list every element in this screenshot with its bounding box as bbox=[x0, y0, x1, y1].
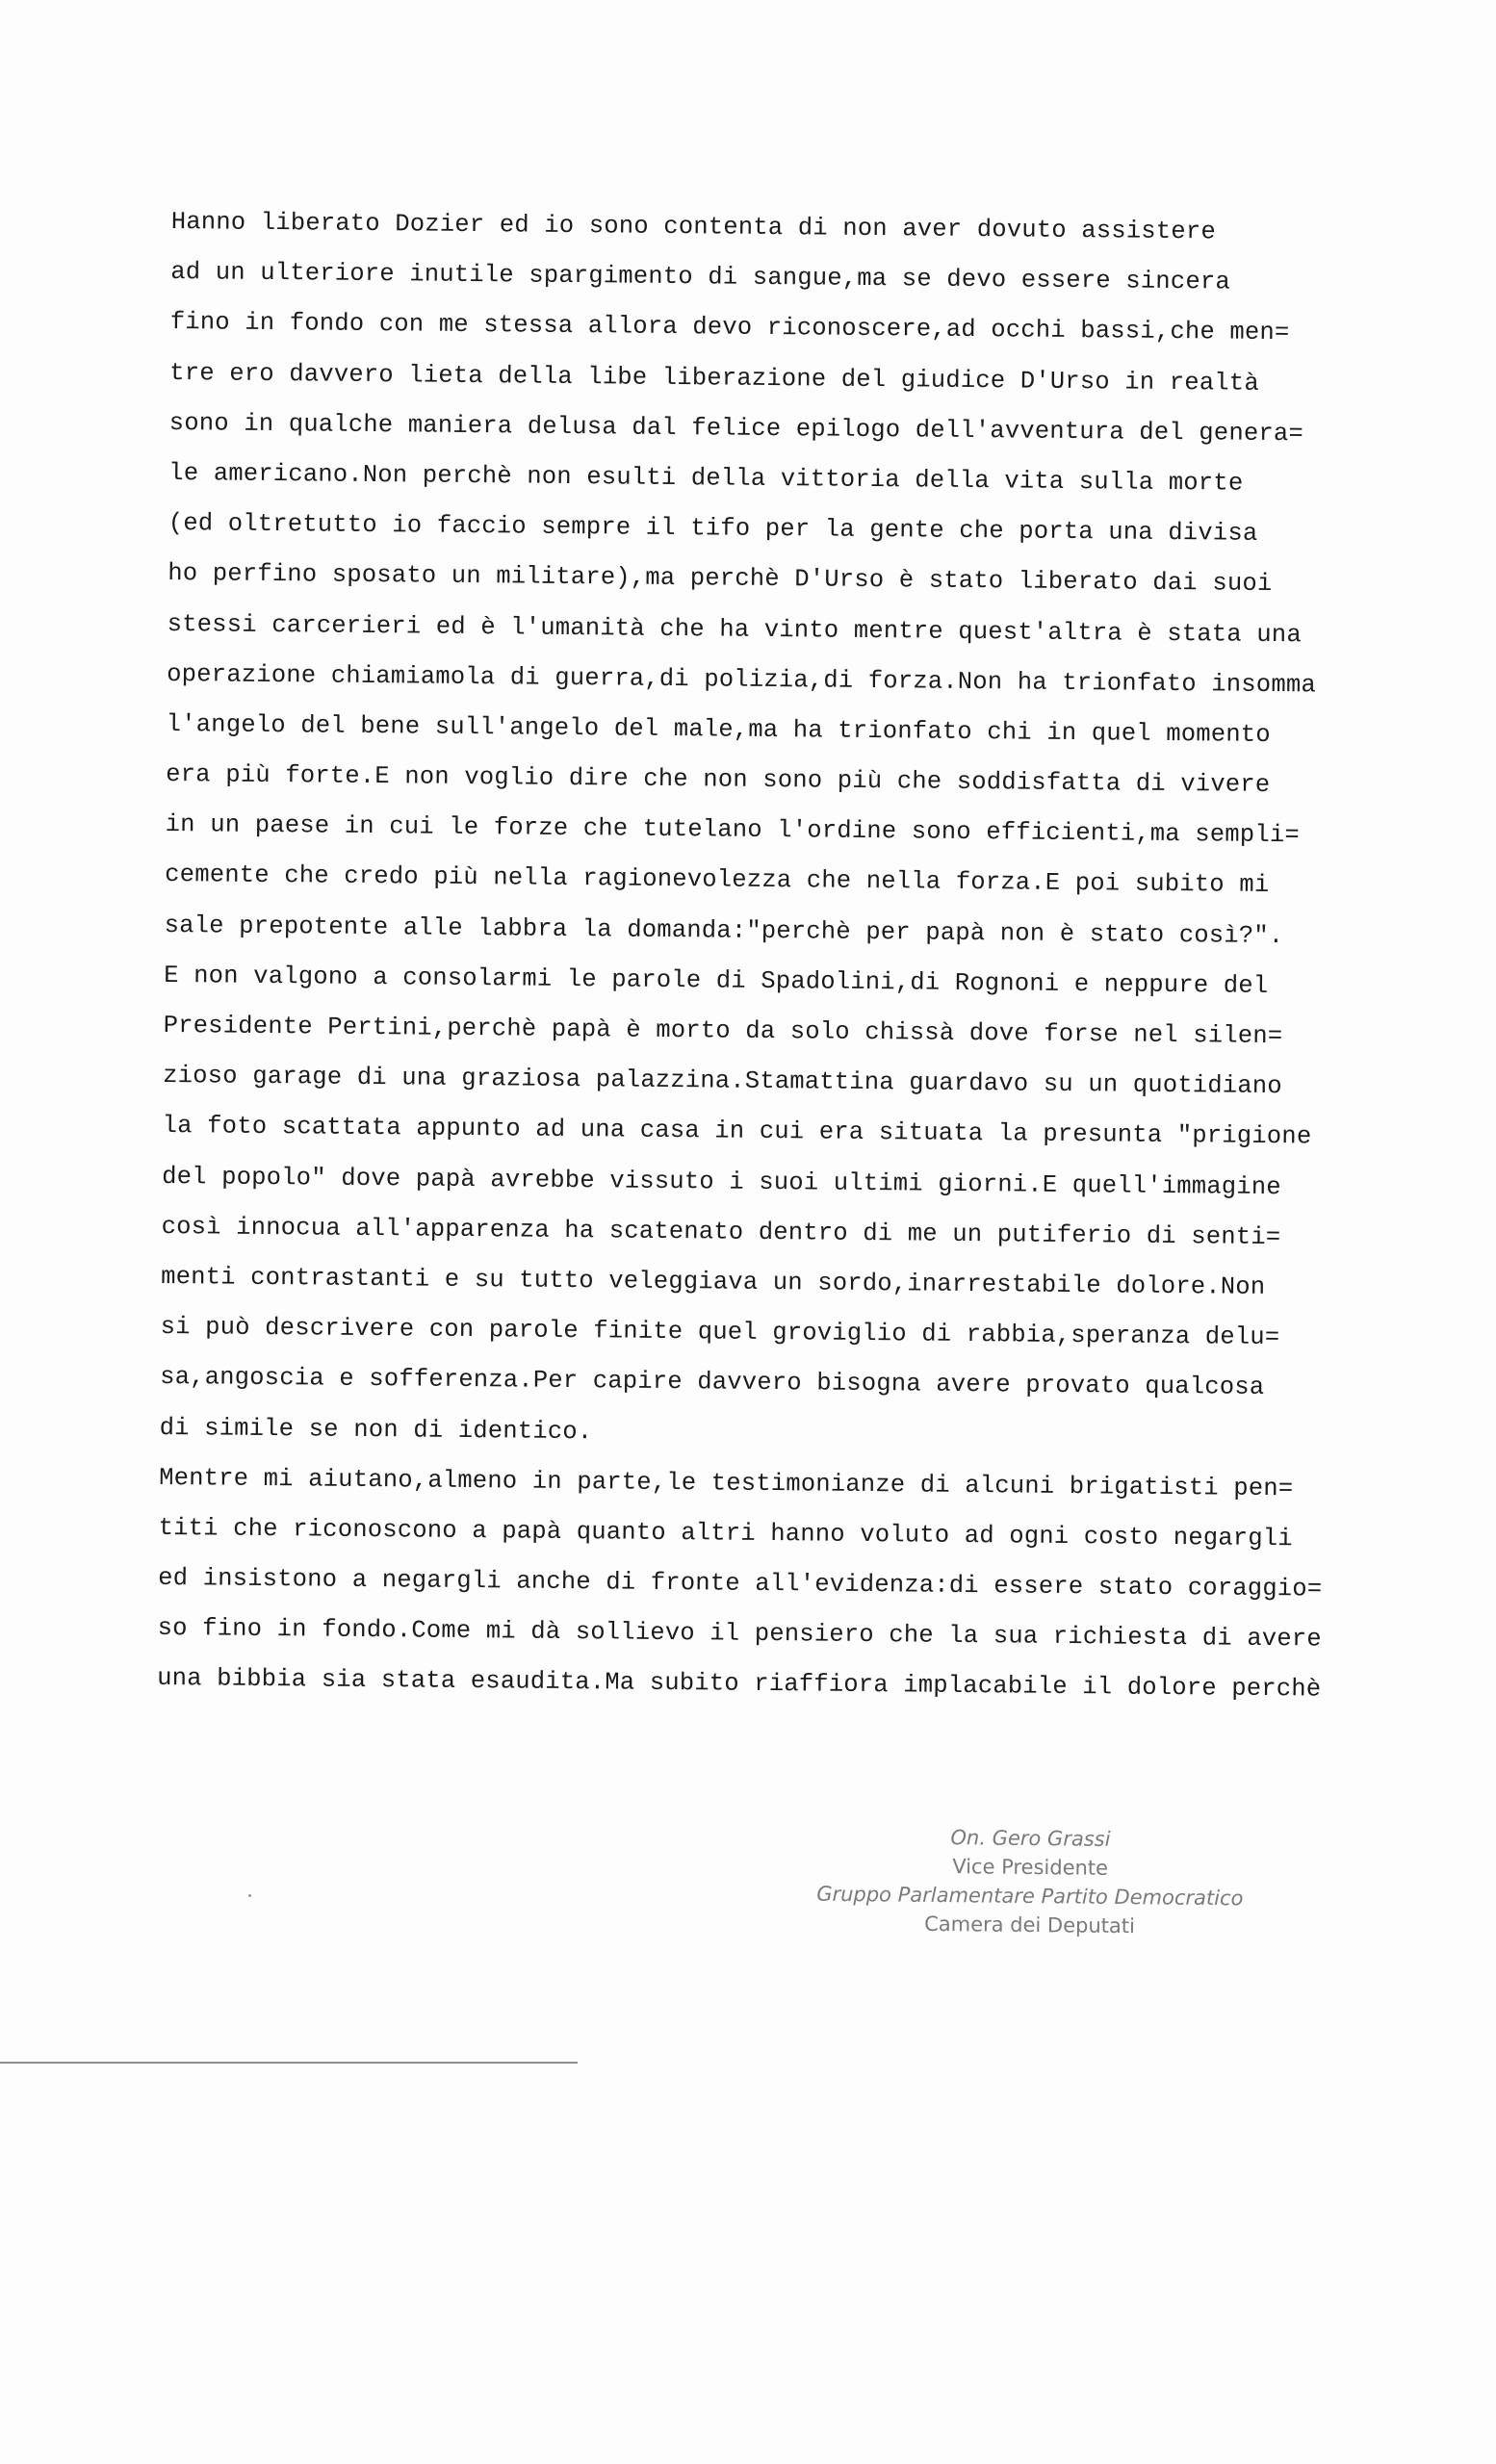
signature-name: On. Gero Grassi bbox=[950, 1826, 1111, 1851]
text-line: operazione chiamiamola di guerra,di polizia,di forza.Non ha trionfato insomma bbox=[167, 659, 1317, 700]
signature-block bbox=[808, 1822, 1251, 1942]
text-line: so fino in fondo.Come mi dà sollievo il pensiero che la sua richiesta di avere bbox=[157, 1614, 1323, 1654]
text-line: era più forte.E non voglio dire che non sono più che soddisfatta di vivere bbox=[166, 760, 1271, 800]
text-line: ho perfino sposato un militare),ma perchè D'Urso è stato liberato dai suoi bbox=[168, 559, 1273, 599]
text-line: sono in qualche maniera delusa dal felice epilogo dell'avventura del genera= bbox=[168, 408, 1304, 449]
scan-edge-line bbox=[0, 2062, 578, 2064]
text-line: in un paese in cui le forze che tutelano l'ordine sono efficienti,ma sempli= bbox=[165, 810, 1301, 850]
text-line: zioso garage di una graziosa palazzina.Stamattina guardavo su un quotidiano bbox=[163, 1062, 1283, 1101]
text-line: sa,angoscia e sofferenza.Per capire davvero bisogna avere provato qualcosa bbox=[160, 1363, 1265, 1402]
text-line: tre ero davvero lieta della libe liberazione del giudice D'Urso in realtà bbox=[169, 358, 1260, 398]
text-line: ed insistono a negargli anche di fronte all'evidenza:di essere stato coraggio= bbox=[158, 1563, 1323, 1604]
text-line: Presidente Pertini,perchè papà è morto da solo chissà dove forse nel silen= bbox=[163, 1011, 1283, 1051]
text-line: menti contrastanti e su tutto veleggiava un sordo,inarrestabile dolore.Non bbox=[161, 1262, 1266, 1301]
signature-chamber: Camera dei Deputati bbox=[924, 1912, 1136, 1938]
text-line: l'angelo del bene sull'angelo del male,ma ha trionfato chi in quel momento bbox=[166, 709, 1272, 749]
typed-letter-body bbox=[157, 197, 1365, 1715]
text-line: la foto scattata appunto ad una casa in cui era situata la presunta "prigione bbox=[162, 1112, 1312, 1151]
text-line: E non valgono a consolarmi le parole di Spadolini,di Rognoni e neppure del bbox=[164, 961, 1269, 1000]
text-line: Hanno liberato Dozier ed io sono contenta di non aver dovuto assistere bbox=[170, 207, 1217, 246]
text-line: Mentre mi aiutano,almeno in parte,le testimonianze di alcuni brigatisti pen= bbox=[159, 1463, 1294, 1502]
text-line: fino in fondo con me stessa allora devo riconoscere,ad occhi bassi,che men= bbox=[169, 308, 1290, 347]
signature-group: Gruppo Parlamentare Partito Democratico bbox=[816, 1882, 1244, 1911]
text-line: sale prepotente alle labbra la domanda:"perchè per papà non è stato così?". bbox=[164, 911, 1284, 950]
scan-speck bbox=[248, 1894, 251, 1897]
signature-role: Vice Presidente bbox=[952, 1855, 1109, 1880]
text-line: di simile se non di identico. bbox=[159, 1413, 593, 1446]
text-line: così innocua all'apparenza ha scatenato dentro di me un putiferio di senti= bbox=[161, 1212, 1281, 1251]
text-line: (ed oltretutto io faccio sempre il tifo per la gente che porta una divisa bbox=[168, 509, 1258, 548]
text-line: le americano.Non perchè non esulti della vittoria della vita sulla morte bbox=[168, 458, 1244, 498]
text-line: del popolo" dove papà avrebbe vissuto i suoi ultimi giorni.E quell'immagine bbox=[162, 1162, 1282, 1201]
text-line: stessi carcerieri ed è l'umanità che ha vinto mentre quest'altra è stata una bbox=[167, 609, 1303, 649]
text-line: cemente che credo più nella ragionevolezza che nella forza.E poi subito mi bbox=[165, 860, 1270, 900]
text-line: una bibbia sia stata esaudita.Ma subito riaffiora implacabile il dolore perchè bbox=[157, 1664, 1322, 1704]
text-line: ad un ulteriore inutile spargimento di sangue,ma se devo essere sincera bbox=[170, 258, 1231, 296]
text-line: si può descrivere con parole finite quel groviglio di rabbia,speranza delu= bbox=[160, 1313, 1280, 1352]
text-line: titi che riconoscono a papà quanto altri hanno voluto ad ogni costo negargli bbox=[158, 1513, 1294, 1553]
